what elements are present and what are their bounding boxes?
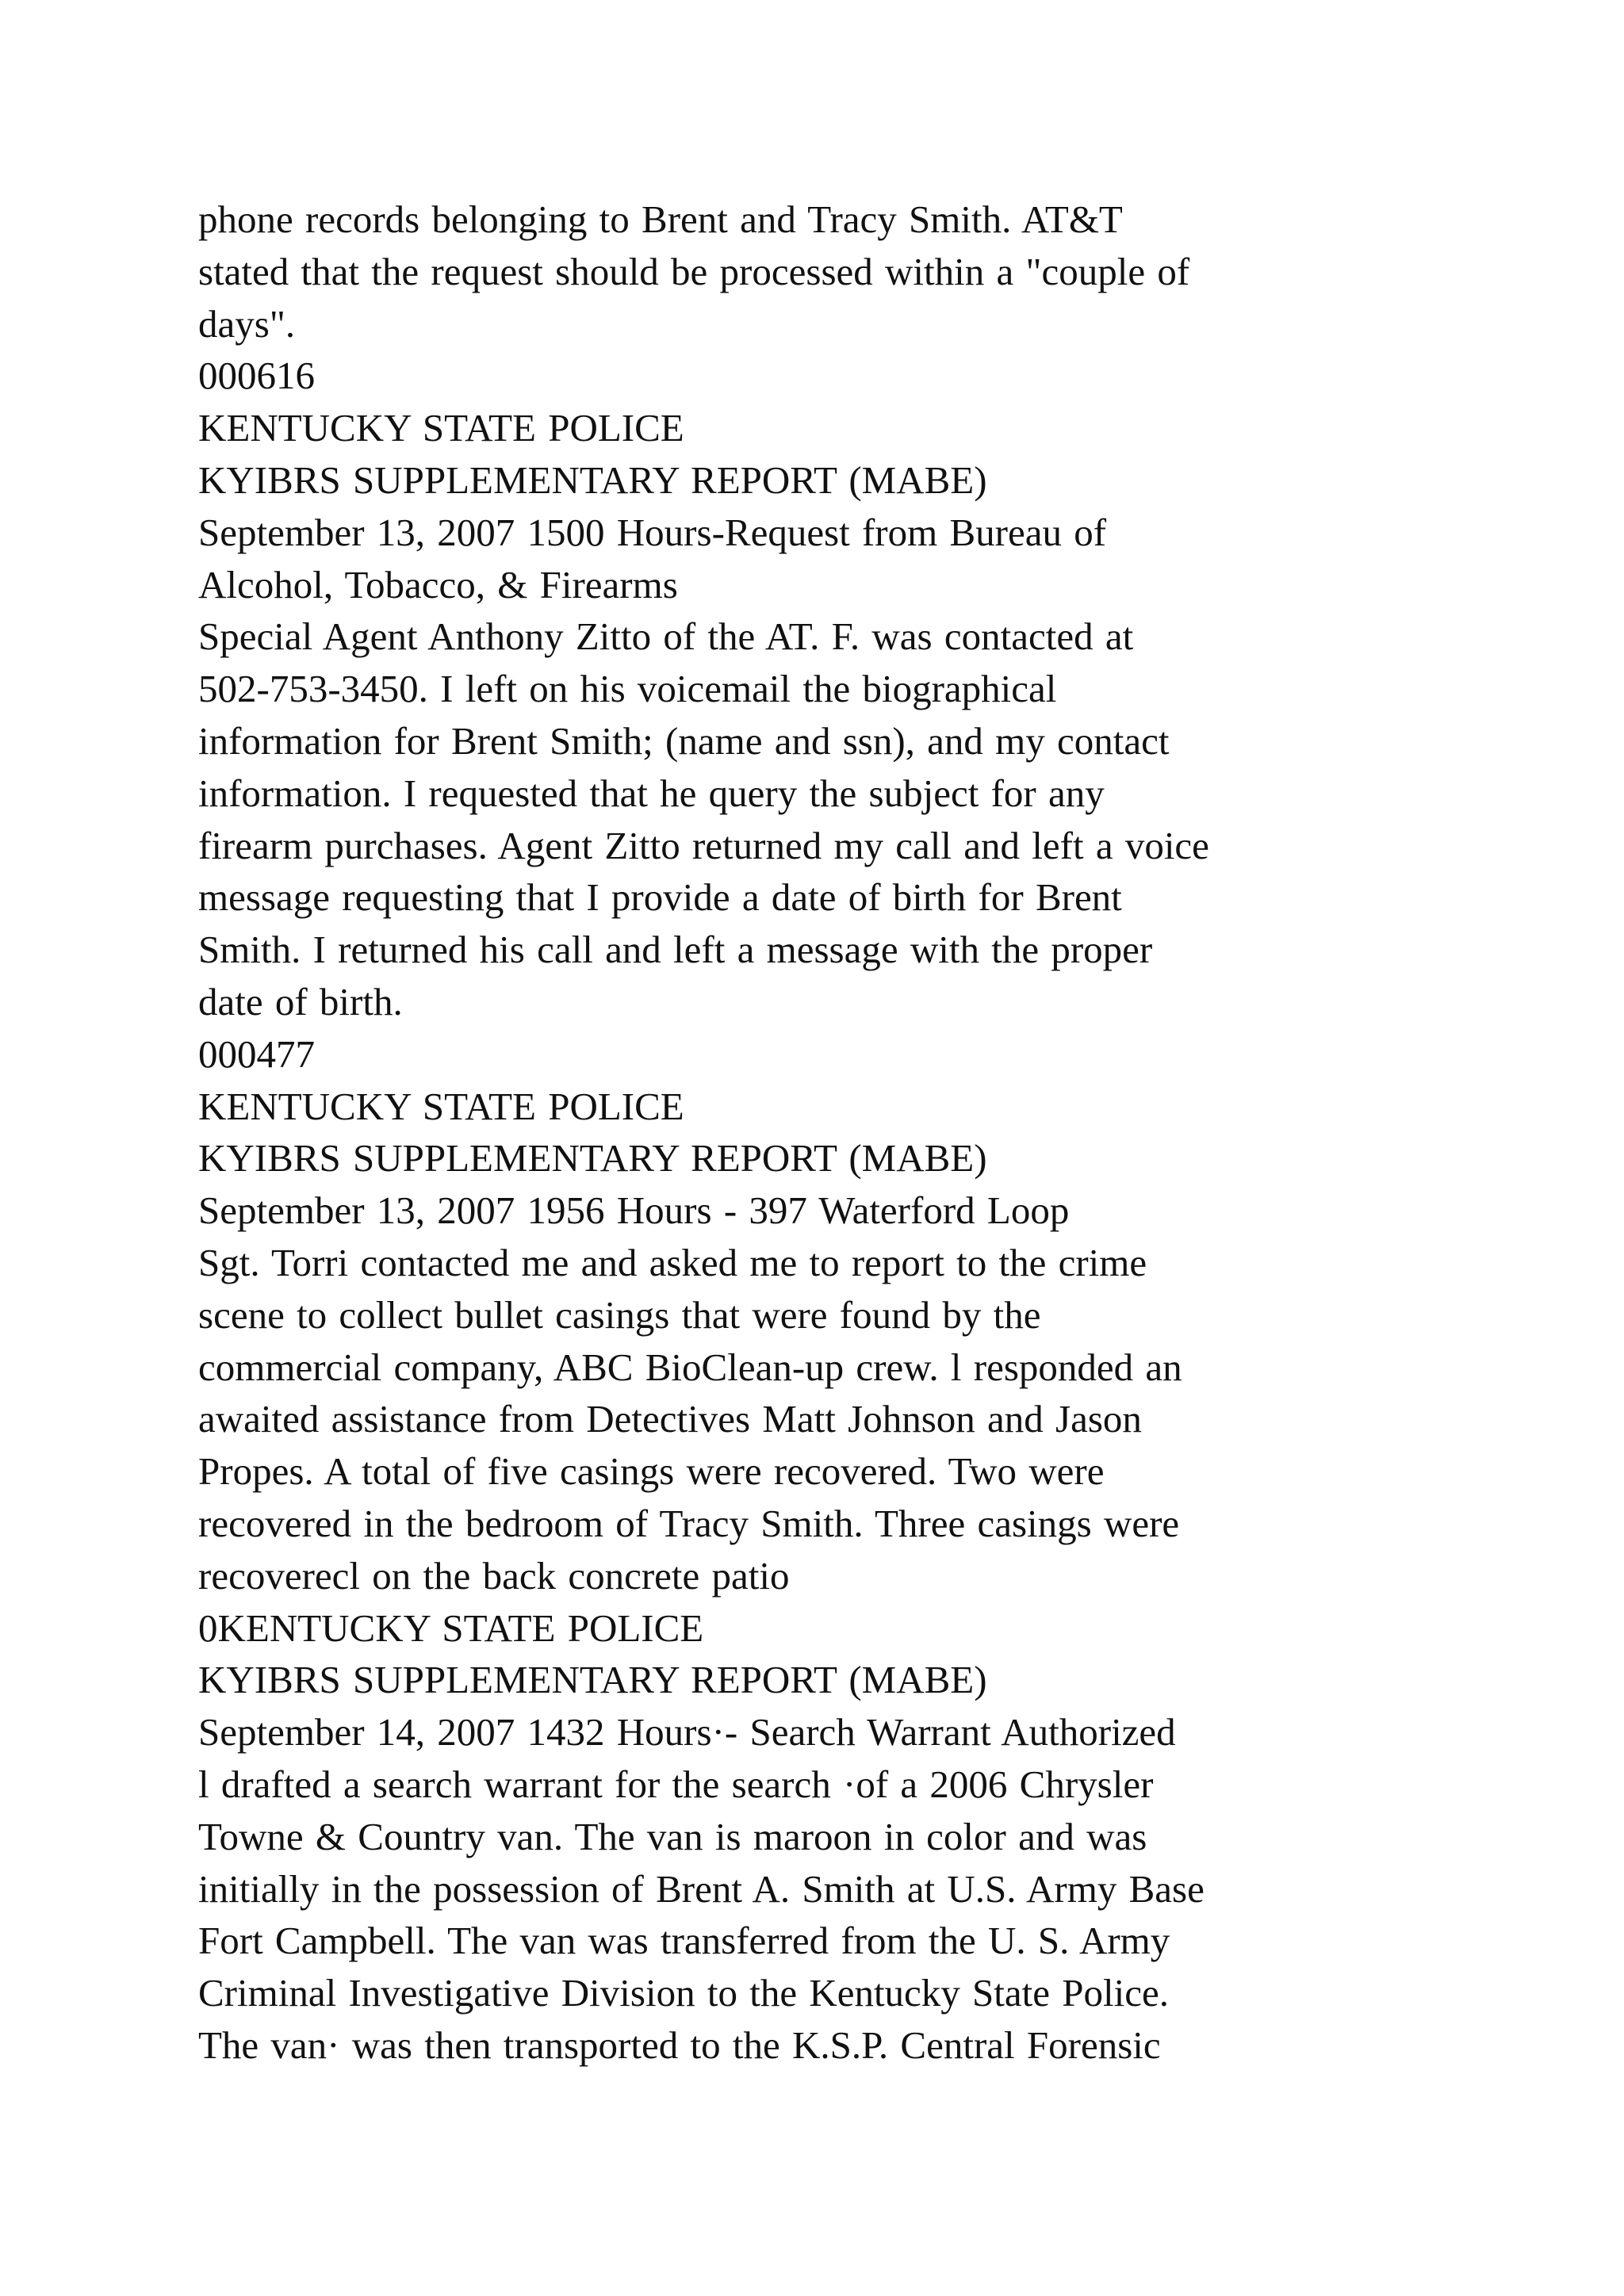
text-line: l drafted a search warrant for the search ·of a 2006 Chrysler — [198, 1762, 1154, 1806]
text-line: information. I requested that he query the subject for any — [198, 771, 1105, 815]
text-line: message requesting that I provide a date of birth for Brent — [198, 875, 1122, 920]
text-line: Smith. I returned his call and left a message with the proper — [198, 928, 1153, 972]
entry-heading: September 14, 2007 1432 Hours·- Search Warrant Authorized — [198, 1710, 1176, 1755]
text-line: Criminal Investigative Division to the Kentucky State Police. — [198, 1971, 1170, 2015]
document-number: 000616 — [198, 354, 315, 398]
text-line: initially in the possession of Brent A. Smith at U.S. Army Base — [198, 1866, 1205, 1911]
text-line: awaited assistance from Detectives Matt Johnson and Jason — [198, 1397, 1142, 1441]
agency-heading: KENTUCKY STATE POLICE — [198, 1084, 684, 1128]
agency-heading: KENTUCKY STATE POLICE — [198, 406, 684, 450]
report-heading: KYIBRS SUPPLEMENTARY REPORT (MABE) — [198, 457, 987, 502]
entry-heading: September 13, 2007 1956 Hours - 397 Waterford Loop — [198, 1188, 1070, 1233]
text-line: recoverecl on the back concrete patio — [198, 1553, 790, 1598]
text-line: phone records belonging to Brent and Tracy Smith. AT&T — [198, 197, 1123, 241]
text-line: Sgt. Torri contacted me and asked me to report to the crime — [198, 1240, 1147, 1284]
document-number: 000477 — [198, 1031, 315, 1076]
report-heading: KYIBRS SUPPLEMENTARY REPORT (MABE) — [198, 1658, 987, 1702]
document-page — [198, 193, 1546, 2072]
text-line: Propes. A total of five casings were recovered. Two were — [198, 1449, 1105, 1494]
text-line: date of birth. — [198, 979, 403, 1024]
text-line: 502-753-3450. I left on his voicemail the biographical — [198, 667, 1057, 711]
text-line: Special Agent Anthony Zitto of the AT. F. was contacted at — [198, 614, 1134, 659]
agency-heading: 0KENTUCKY STATE POLICE — [198, 1605, 704, 1650]
text-line: Towne & Country van. The van is maroon in color and was — [198, 1814, 1147, 1858]
text-line: firearm purchases. Agent Zitto returned my call and left a voice — [198, 823, 1209, 867]
entry-heading: Alcohol, Tobacco, & Firearms — [198, 562, 678, 607]
text-line: Fort Campbell. The van was transferred from the U. S. Army — [198, 1919, 1170, 1963]
text-line: recovered in the bedroom of Tracy Smith. Three casings were — [198, 1501, 1180, 1545]
text-line: scene to collect bullet casings that were found by the — [198, 1292, 1041, 1337]
entry-heading: September 13, 2007 1500 Hours-Request from Bureau of — [198, 510, 1107, 554]
text-line: days". — [198, 301, 296, 346]
text-line: The van· was then transported to the K.S.P. Central Forensic — [198, 2022, 1161, 2067]
report-heading: KYIBRS SUPPLEMENTARY REPORT (MABE) — [198, 1136, 987, 1181]
text-line: stated that the request should be processed within a "couple of — [198, 249, 1190, 293]
text-line: commercial company, ABC BioClean-up crew. l responded an — [198, 1345, 1182, 1389]
text-line: information for Brent Smith; (name and ssn), and my contact — [198, 718, 1170, 763]
